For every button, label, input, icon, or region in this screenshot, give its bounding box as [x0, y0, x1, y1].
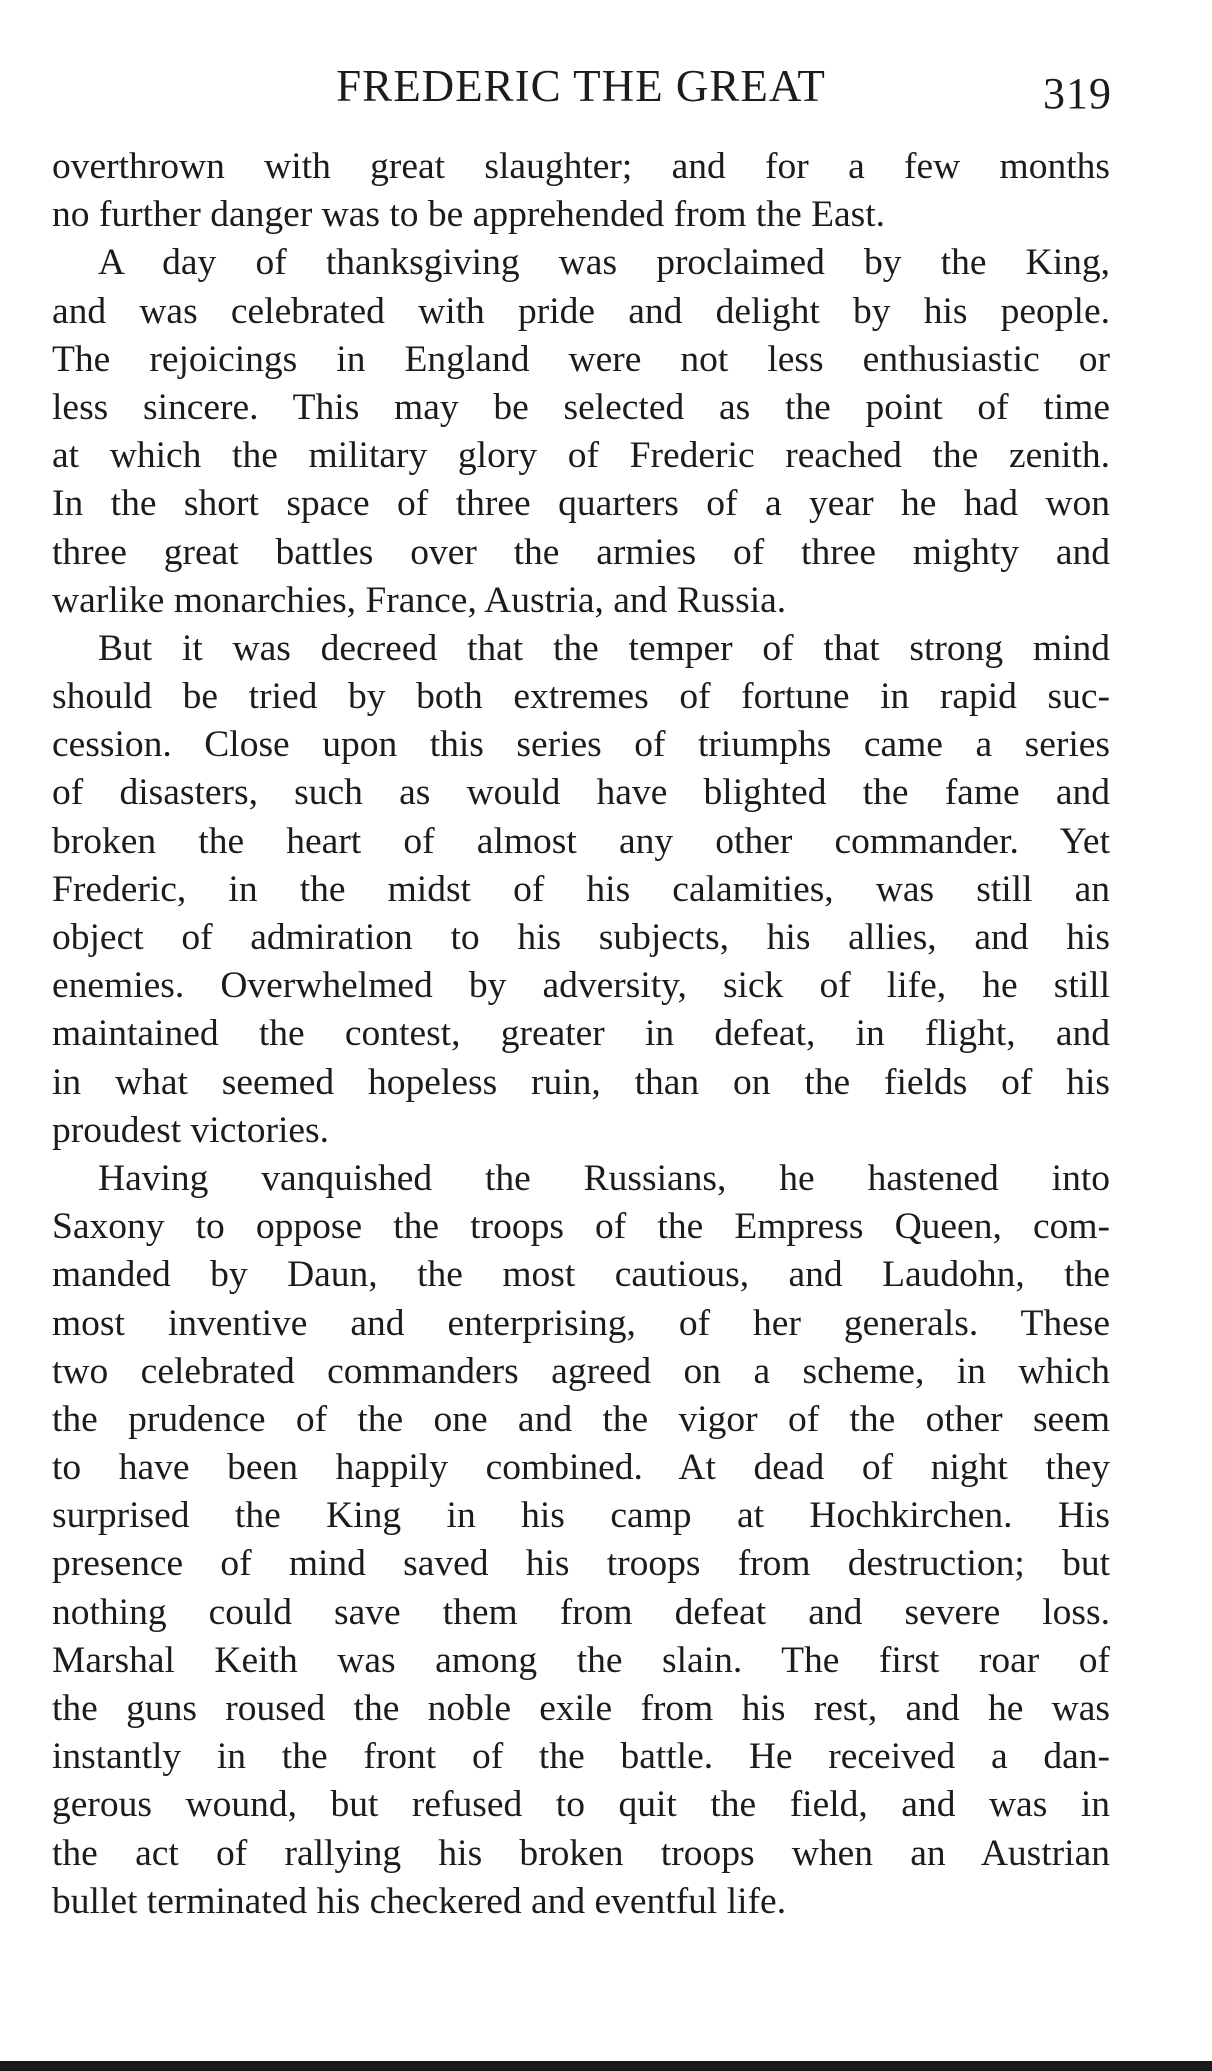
- text-line: broken the heart of almost any other commander. Yet: [52, 820, 1110, 862]
- text-line: at which the military glory of Frederic reached the zenith.: [52, 435, 1110, 477]
- text-line: But it was decreed that the temper of that strong mind: [98, 627, 1110, 669]
- text-line: gerous wound, but refused to quit the field, and was in: [52, 1784, 1110, 1826]
- text-line: the guns roused the noble exile from his rest, and he was: [52, 1688, 1110, 1729]
- text-line: most inventive and enterprising, of her generals. These: [52, 1302, 1110, 1344]
- text-line: manded by Daun, the most cautious, and Laudohn, the: [52, 1254, 1110, 1296]
- text-line: less sincere. This may be selected as the point of time: [52, 386, 1110, 428]
- text-line: to have been happily combined. At dead of night they: [52, 1447, 1110, 1489]
- body-text: [52, 143, 1110, 1926]
- text-line: surprised the King in his camp at Hochkirchen. His: [52, 1495, 1110, 1537]
- text-line: A day of thanksgiving was proclaimed by the King,: [98, 242, 1110, 284]
- text-line: and was celebrated with pride and delight by his people.: [52, 290, 1110, 332]
- page-number: 319: [1043, 69, 1112, 118]
- text-line: warlike monarchies, France, Austria, and Russia.: [52, 579, 787, 621]
- page-header: [50, 56, 1112, 116]
- text-line: in what seemed hopeless ruin, than on the fields of his: [52, 1061, 1110, 1103]
- text-line: Marshal Keith was among the slain. The first roar of: [52, 1639, 1110, 1681]
- text-line: the prudence of the one and the vigor of the other seem: [52, 1398, 1110, 1440]
- text-line: instantly in the front of the battle. He received a dan-: [52, 1736, 1110, 1778]
- text-line: the act of rallying his broken troops when an Austrian: [52, 1832, 1110, 1874]
- text-line: Having vanquished the Russians, he hastened into: [98, 1157, 1110, 1199]
- text-line: bullet terminated his checkered and eventful life.: [52, 1880, 787, 1922]
- text-line: presence of mind saved his troops from destruction; but: [52, 1543, 1110, 1585]
- running-title: FREDERIC THE GREAT: [336, 61, 826, 111]
- bottom-rule: [0, 2061, 1212, 2071]
- text-line: three great battles over the armies of three mighty and: [52, 531, 1110, 573]
- text-line: two celebrated commanders agreed on a scheme, in which: [52, 1350, 1110, 1392]
- text-line: no further danger was to be apprehended from the East.: [52, 194, 886, 236]
- text-line: proudest victories.: [52, 1109, 330, 1151]
- text-line: In the short space of three quarters of a year he had won: [52, 483, 1110, 525]
- text-line: nothing could save them from defeat and severe loss.: [52, 1591, 1110, 1633]
- text-line: should be tried by both extremes of fortune in rapid suc-: [52, 676, 1110, 718]
- text-line: overthrown with great slaughter; and for a few months: [52, 146, 1110, 187]
- text-line: object of admiration to his subjects, his allies, and his: [52, 917, 1110, 958]
- text-line: Saxony to oppose the troops of the Empress Queen, com-: [52, 1206, 1110, 1248]
- text-line: Frederic, in the midst of his calamities, was still an: [52, 868, 1110, 910]
- text-line: cession. Close upon this series of triumphs came a series: [52, 724, 1110, 766]
- text-line: maintained the contest, greater in defeat, in flight, and: [52, 1013, 1110, 1055]
- text-line: of disasters, such as would have blighted the fame and: [52, 772, 1110, 814]
- text-line: enemies. Overwhelmed by adversity, sick of life, he still: [52, 965, 1110, 1007]
- text-line: The rejoicings in England were not less enthusiastic or: [52, 338, 1110, 380]
